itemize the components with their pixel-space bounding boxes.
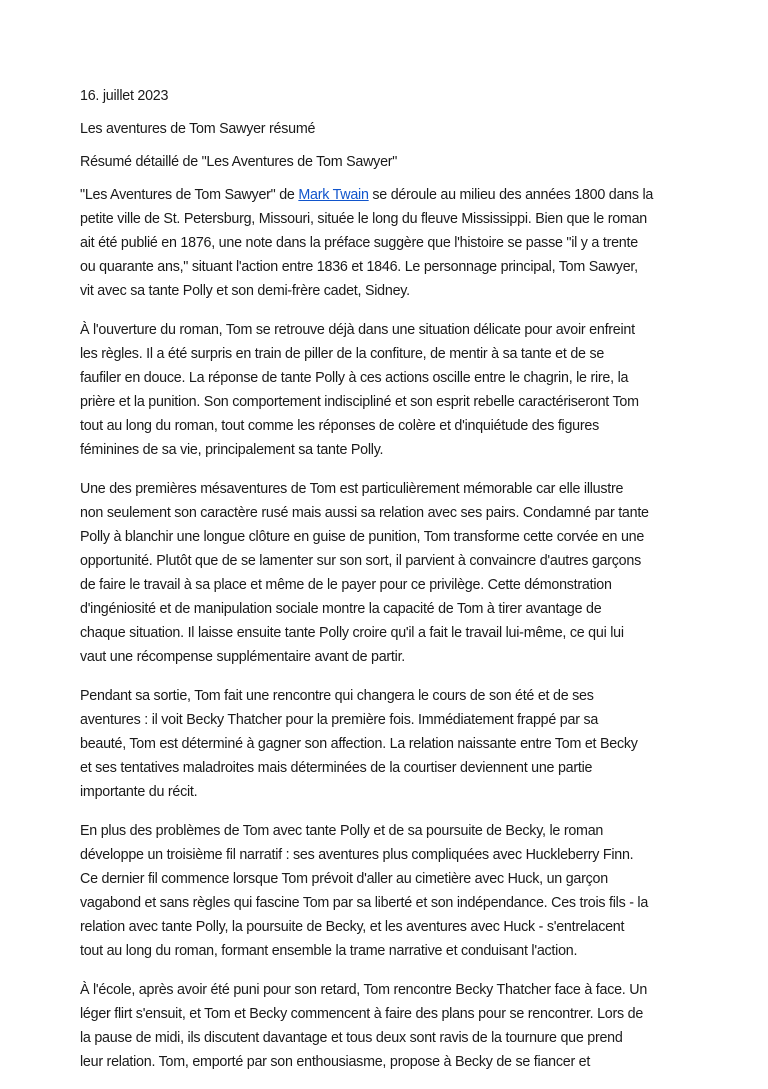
paragraph-line: non seulement son caractère rusé mais aussi sa relation avec ses pairs. Condamné par tante bbox=[80, 505, 649, 521]
document-subtitle: Résumé détaillé de "Les Aventures de Tom Sawyer" bbox=[80, 154, 398, 170]
paragraph-line: ait été publié en 1876, une note dans la préface suggère que l'histoire se passe "il y a trente bbox=[80, 235, 638, 251]
paragraph-line: À l'ouverture du roman, Tom se retrouve déjà dans une situation délicate pour avoir enfreint bbox=[80, 322, 635, 338]
paragraph-line: petite ville de St. Petersburg, Missouri, située le long du fleuve Mississippi. Bien que le roman bbox=[80, 211, 647, 227]
paragraph-school bbox=[80, 978, 690, 1074]
paragraph-line bbox=[80, 183, 690, 207]
paragraph-line: importante du récit. bbox=[80, 784, 198, 800]
paragraph-line: ou quarante ans," situant l'action entre 1836 et 1846. Le personnage principal, Tom Sawyer, bbox=[80, 259, 638, 275]
text-segment: se déroule au milieu des années 1800 dans la bbox=[368, 187, 654, 203]
date: 16. juillet 2023 bbox=[80, 88, 169, 104]
paragraph-line: Ce dernier fil commence lorsque Tom prévoit d'aller au cimetière avec Huck, un garçon bbox=[80, 871, 608, 887]
paragraph-line: beauté, Tom est déterminé à gagner son affection. La relation naissante entre Tom et Becky bbox=[80, 736, 638, 752]
paragraph-intro bbox=[80, 183, 690, 303]
paragraph-line: tout au long du roman, formant ensemble la trame narrative et conduisant l'action. bbox=[80, 943, 578, 959]
paragraph-line: vit avec sa tante Polly et son demi-frère cadet, Sidney. bbox=[80, 283, 410, 299]
paragraph-line: vagabond et sans règles qui fascine Tom par sa liberté et son indépendance. Ces trois fils - la bbox=[80, 895, 649, 911]
paragraph-line: faufiler en douce. La réponse de tante Polly à ces actions oscille entre le chagrin, le rire, la bbox=[80, 370, 629, 386]
paragraph-line: tout au long du roman, tout comme les réponses de colère et d'inquiétude des figures bbox=[80, 418, 599, 434]
mark-twain-link[interactable]: Mark Twain bbox=[298, 187, 369, 203]
paragraph-line: de faire le travail à sa place et même de le payer pour ce privilège. Cette démonstration bbox=[80, 577, 612, 593]
paragraph-line: chaque situation. Il laisse ensuite tante Polly croire qu'il a fait le travail lui-même, ce qui lui bbox=[80, 625, 624, 641]
paragraph-line: À l'école, après avoir été puni pour son retard, Tom rencontre Becky Thatcher face à face. Un bbox=[80, 982, 648, 998]
paragraph-line: prière et la punition. Son comportement indiscipliné et son esprit rebelle caractériseront Tom bbox=[80, 394, 639, 410]
paragraph-line: et ses tentatives maladroites mais déterminées de la courtiser deviennent une partie bbox=[80, 760, 593, 776]
paragraph-line: relation avec tante Polly, la poursuite de Becky, et les aventures avec Huck - s'entrelacent bbox=[80, 919, 625, 935]
paragraph-line: la pause de midi, ils discutent davantage et tous deux sont ravis de la tournure que prend bbox=[80, 1030, 623, 1046]
paragraph-line: féminines de sa vie, principalement sa tante Polly. bbox=[80, 442, 384, 458]
paragraph-fence bbox=[80, 477, 690, 669]
paragraph-line: Polly à blanchir une longue clôture en guise de punition, Tom transforme cette corvée en une bbox=[80, 529, 645, 545]
document-page bbox=[80, 84, 690, 1089]
paragraph-line: opportunité. Plutôt que de se lamenter sur son sort, il parvient à convaincre d'autres garçons bbox=[80, 553, 641, 569]
paragraph-line: les règles. Il a été surpris en train de piller de la confiture, de mentir à sa tante et de se bbox=[80, 346, 605, 362]
paragraph-line: En plus des problèmes de Tom avec tante Polly et de sa poursuite de Becky, le roman bbox=[80, 823, 604, 839]
paragraph-huck bbox=[80, 819, 690, 963]
paragraph-line: vaut une récompense supplémentaire avant de partir. bbox=[80, 649, 406, 665]
paragraph-becky bbox=[80, 684, 690, 804]
paragraph-line: développe un troisième fil narratif : ses aventures plus compliquées avec Huckleberry Finn. bbox=[80, 847, 634, 863]
paragraph-line: leur relation. Tom, emporté par son enthousiasme, propose à Becky de se fiancer et bbox=[80, 1054, 591, 1070]
paragraph-line: aventures : il voit Becky Thatcher pour la première fois. Immédiatement frappé par sa bbox=[80, 712, 599, 728]
paragraph-line: Pendant sa sortie, Tom fait une rencontre qui changera le cours de son été et de ses bbox=[80, 688, 594, 704]
paragraph-line: Une des premières mésaventures de Tom est particulièrement mémorable car elle illustre bbox=[80, 481, 624, 497]
paragraph-line: d'ingéniosité et de manipulation sociale montre la capacité de Tom à tirer avantage de bbox=[80, 601, 602, 617]
paragraph-line: léger flirt s'ensuit, et Tom et Becky commencent à faire des plans pour se rencontrer. Lors de bbox=[80, 1006, 644, 1022]
text-segment: "Les Aventures de Tom Sawyer" de bbox=[80, 187, 299, 203]
paragraph-opening bbox=[80, 318, 690, 462]
document-title: Les aventures de Tom Sawyer résumé bbox=[80, 121, 316, 137]
